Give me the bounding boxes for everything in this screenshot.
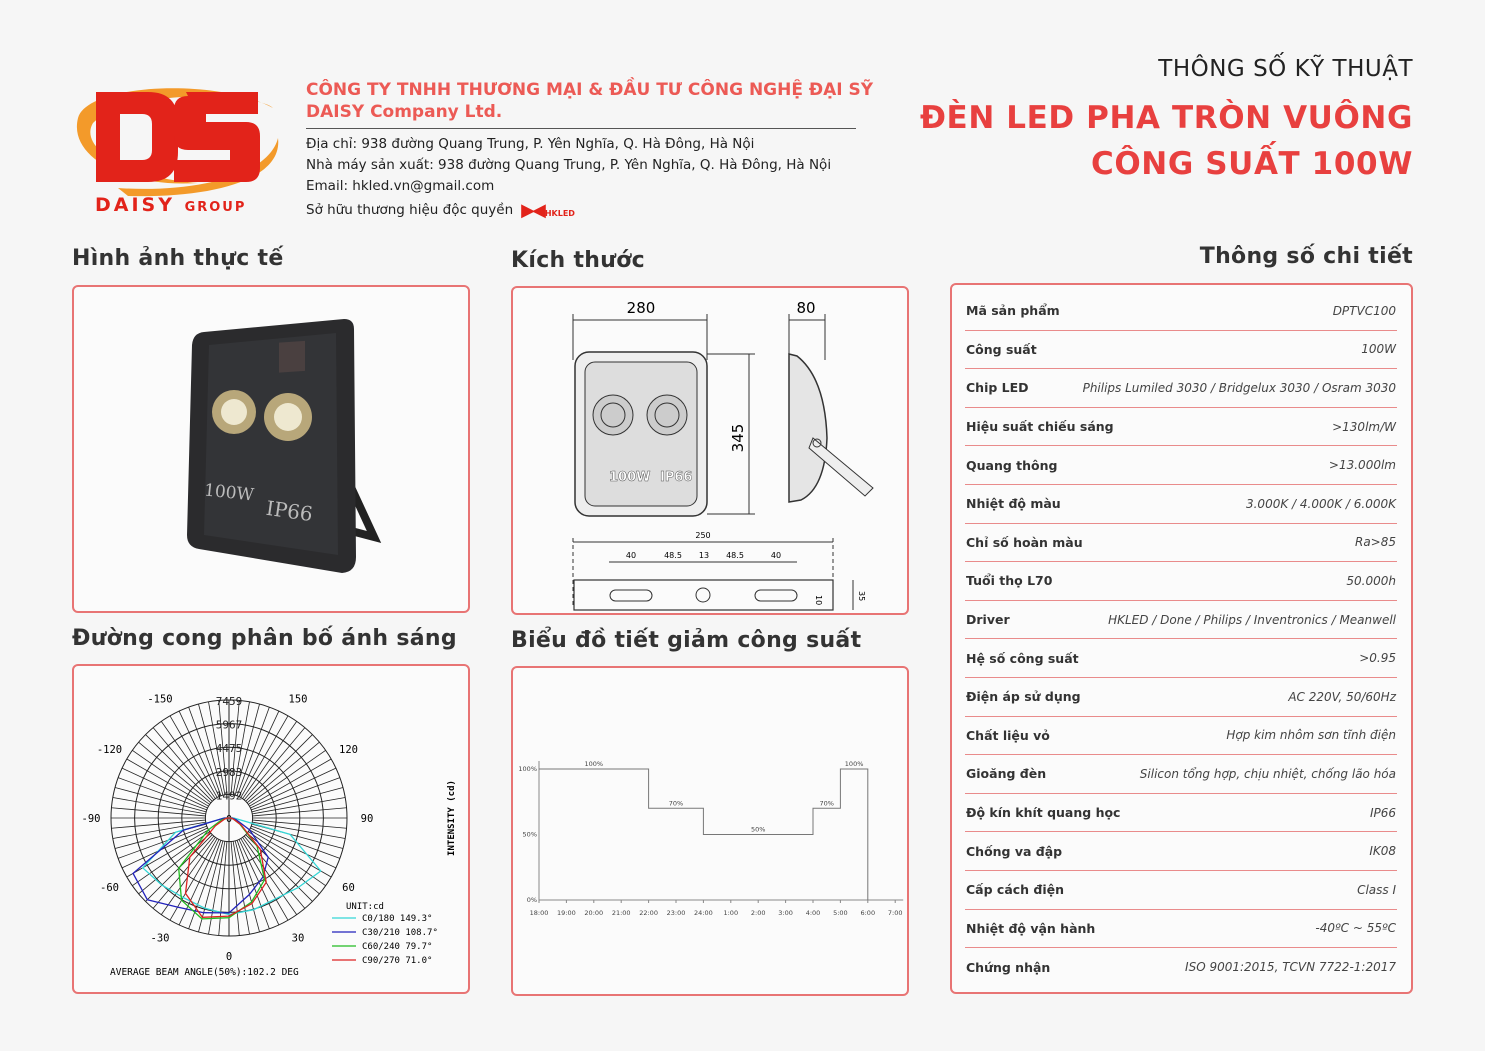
legend-label: C0/180 149.3° [362, 914, 433, 924]
x-tick-label: 1:00 [723, 909, 739, 917]
dim-bracket-height: 35 [857, 591, 866, 602]
spec-row [965, 562, 1397, 601]
polar-spoke [252, 787, 343, 811]
dim-depth: 80 [796, 299, 816, 317]
segment-label: 70% [668, 799, 684, 808]
spec-value: >0.95 [1359, 651, 1396, 666]
photo-label-ip: IP66 [264, 495, 315, 527]
legend-label: C60/240 79.7° [362, 942, 433, 952]
dim-label-ip: IP66 [660, 470, 693, 485]
title-block [920, 56, 1413, 182]
angle-label: 30 [291, 932, 305, 945]
spec-row [965, 292, 1397, 331]
spec-row [965, 601, 1397, 640]
spec-label: Gioăng đèn [966, 766, 1047, 782]
x-tick-label: 7:00 [887, 909, 903, 917]
x-tick-label: 24:00 [694, 909, 713, 917]
spec-value: HKLED / Done / Philips / Inventronics / Meanwell [1108, 612, 1396, 627]
polar-spoke [113, 798, 206, 814]
legend-label: C30/210 108.7° [362, 928, 438, 938]
divider [306, 128, 856, 129]
spec-value: IK08 [1369, 844, 1396, 859]
title-line1: ĐÈN LED PHA TRÒN VUÔNG [919, 100, 1413, 136]
product-photo [72, 285, 470, 613]
spec-label: Công suất [966, 341, 1037, 357]
y-axis-label: INTENSITY (cd) [447, 780, 457, 856]
brand-owner-line [306, 197, 856, 224]
spec-row [965, 524, 1397, 563]
segment-label: 100% [844, 760, 864, 768]
spec-label: Điện áp sử dụng [966, 689, 1081, 705]
ring-label: 1492 [215, 789, 243, 803]
x-tick-label: 5:00 [833, 909, 848, 917]
spec-value: Ra>85 [1354, 535, 1396, 550]
spec-label: Hiệu suất chiếu sáng [966, 419, 1114, 435]
beam-angle-footer: AVERAGE BEAM ANGLE(50%):102.2 DEG [110, 967, 299, 978]
x-tick-label: 23:00 [666, 909, 686, 917]
series-curve [143, 818, 321, 915]
spec-label: Mã sản phẩm [966, 303, 1060, 319]
spec-label: Driver [966, 612, 1010, 628]
segment-label: 100% [584, 760, 604, 768]
dim-label-power: 100W [609, 470, 651, 485]
title-line2: CÔNG SUẤT 100W [1090, 146, 1413, 182]
spec-row [965, 755, 1397, 794]
spec-row [965, 832, 1397, 871]
email: Email: hkled.vn@gmail.com [306, 178, 495, 194]
unit-label: UNIT:cd [346, 902, 384, 912]
spec-label: Hệ số công suất [966, 650, 1079, 666]
section-dimming-title: Biểu đồ tiết giảm công suất [511, 628, 862, 653]
dimension-drawing [511, 286, 909, 615]
spec-row [965, 678, 1397, 717]
angle-label: -60 [100, 882, 119, 894]
spec-row [965, 948, 1397, 987]
spec-value: 3.000K / 4.000K / 6.000K [1245, 496, 1396, 511]
brand-owner: Sở hữu thương hiệu độc quyền [306, 202, 514, 218]
x-tick-label: 4:00 [805, 909, 821, 917]
polar-spoke [115, 787, 206, 811]
polar-spoke [122, 768, 208, 808]
spec-row [965, 408, 1397, 447]
dim-height: 345 [729, 423, 747, 453]
dim-bracket-part: 13 [698, 551, 710, 560]
spec-label: Nhiệt độ vận hành [966, 920, 1096, 936]
y-tick-label: 100% [518, 765, 537, 773]
dim-slot: 10 [814, 595, 823, 606]
ring-label: 2983 [215, 765, 243, 779]
angle-label: -90 [81, 813, 101, 825]
x-tick-label: 20:00 [584, 909, 604, 917]
ring-label: 4475 [215, 742, 243, 756]
polar-spoke [252, 798, 345, 814]
light-distribution-chart [72, 664, 470, 994]
spec-table [950, 283, 1413, 994]
x-tick-label: 2:00 [750, 909, 766, 917]
angle-label: -150 [147, 693, 173, 706]
spec-label: Cấp cách điện [966, 882, 1065, 898]
x-tick-label: 6:00 [860, 909, 876, 917]
center-label: 0 [225, 814, 233, 825]
dimming-chart [511, 666, 909, 996]
polar-spoke [209, 841, 225, 934]
spec-row [965, 369, 1397, 408]
hkled-logo: ▶◀ [521, 200, 543, 221]
polar-spoke [179, 711, 219, 797]
logo-group: GROUP [184, 200, 247, 215]
angle-label: 120 [339, 744, 358, 756]
angle-label: -30 [150, 932, 170, 945]
title-kicker: THÔNG SỐ KỸ THUẬT [1158, 56, 1413, 82]
y-tick-label: 0% [526, 896, 537, 904]
spec-label: Chip LED [966, 380, 1029, 396]
section-light-curve-title: Đường cong phân bố ánh sáng [72, 626, 457, 651]
dim-bracket-part: 48.5 [664, 551, 682, 560]
spec-value: >13.000lm [1328, 458, 1396, 473]
spec-row [965, 446, 1397, 485]
spec-value: 100W [1361, 342, 1396, 357]
angle-label: -120 [96, 744, 123, 756]
section-photo-title: Hình ảnh thực tế [72, 246, 284, 271]
logo-name: DAISY [95, 194, 175, 216]
legend-label: C90/270 71.0° [362, 956, 433, 966]
dim-bracket-part: 40 [625, 551, 637, 560]
polar-spoke [113, 822, 206, 838]
dimming-line [539, 769, 868, 900]
segment-label: 50% [750, 825, 766, 834]
spec-row [965, 639, 1397, 678]
spec-row [965, 794, 1397, 833]
spec-value: ISO 9001:2015, TCVN 7722-1:2017 [1185, 960, 1396, 975]
daisy-logo [68, 78, 283, 218]
spec-value: Philips Lumiled 3030 / Bridgelux 3030 / Osram 3030 [1082, 380, 1396, 395]
x-tick-label: 18:00 [529, 909, 549, 917]
spec-value: AC 220V, 50/60Hz [1288, 689, 1396, 704]
spec-row [965, 717, 1397, 756]
spec-row [965, 910, 1397, 949]
spec-value: DPTVC100 [1332, 303, 1396, 318]
section-specs-title: Thông số chi tiết [1199, 244, 1413, 269]
angle-label: 60 [342, 882, 355, 894]
spec-row [965, 331, 1397, 370]
factory: Nhà máy sản xuất: 938 đường Quang Trung, P. Yên Nghĩa, Q. Hà Đông, Hà Nội [306, 157, 832, 173]
spec-value: Hợp kim nhôm sơn tĩnh điện [1226, 728, 1396, 743]
company-info [306, 79, 874, 224]
dim-bracket-total: 250 [695, 531, 711, 540]
dim-bracket-part: 48.5 [726, 551, 744, 560]
spec-value: IP66 [1369, 805, 1396, 820]
polar-spoke [233, 841, 249, 934]
dim-width: 280 [626, 299, 656, 317]
dim-bracket-part: 40 [770, 551, 782, 560]
section-dimensions-title: Kích thước [511, 248, 645, 273]
spec-label: Chống va đập [966, 843, 1063, 859]
company-name-en: DAISY Company Ltd. [306, 102, 503, 122]
spec-label: Độ kín khít quang học [966, 805, 1121, 821]
polar-spoke [252, 822, 345, 838]
spec-label: Chất liệu vỏ [966, 727, 1050, 743]
spec-label: Quang thông [966, 457, 1058, 473]
company-name-vn: CÔNG TY TNHH THƯƠNG MẠI & ĐẦU TƯ CÔNG NGHỆ ĐẠI SỸ [306, 80, 874, 100]
x-tick-label: 22:00 [639, 909, 658, 917]
address: Địa chỉ: 938 đường Quang Trung, P. Yên Nghĩa, Q. Hà Đông, Hà Nội [306, 136, 755, 152]
photo-label-power: 100W [203, 480, 255, 506]
x-tick-label: 3:00 [778, 909, 793, 917]
spec-value: 50.000h [1346, 573, 1396, 588]
spec-row [965, 871, 1397, 910]
y-tick-label: 50% [522, 830, 537, 839]
hkled-logo-text: HKLED [544, 209, 575, 218]
spec-value: >130lm/W [1332, 419, 1396, 434]
spec-label: Nhiệt độ màu [966, 496, 1061, 512]
x-tick-label: 21:00 [611, 909, 631, 917]
spec-label: Tuổi thọ L70 [966, 573, 1053, 589]
polar-spoke [250, 828, 336, 868]
ring-label: 5967 [215, 718, 243, 732]
spec-label: Chỉ số hoàn màu [966, 534, 1083, 550]
spec-value: -40ºC ~ 55ºC [1315, 921, 1396, 936]
x-tick-label: 19:00 [557, 909, 576, 917]
spec-label: Chứng nhận [966, 959, 1051, 975]
segment-label: 70% [819, 799, 834, 808]
angle-label: 150 [288, 693, 308, 706]
angle-label: 90 [360, 813, 374, 825]
spec-value: Silicon tổng hợp, chịu nhiệt, chống lão hóa [1139, 766, 1396, 781]
angle-label: 0 [225, 951, 233, 963]
polar-spoke [250, 768, 336, 808]
polar-spoke [239, 711, 279, 797]
spec-value: Class I [1357, 882, 1396, 897]
spec-row [965, 485, 1397, 524]
ring-label: 7459 [215, 695, 243, 708]
